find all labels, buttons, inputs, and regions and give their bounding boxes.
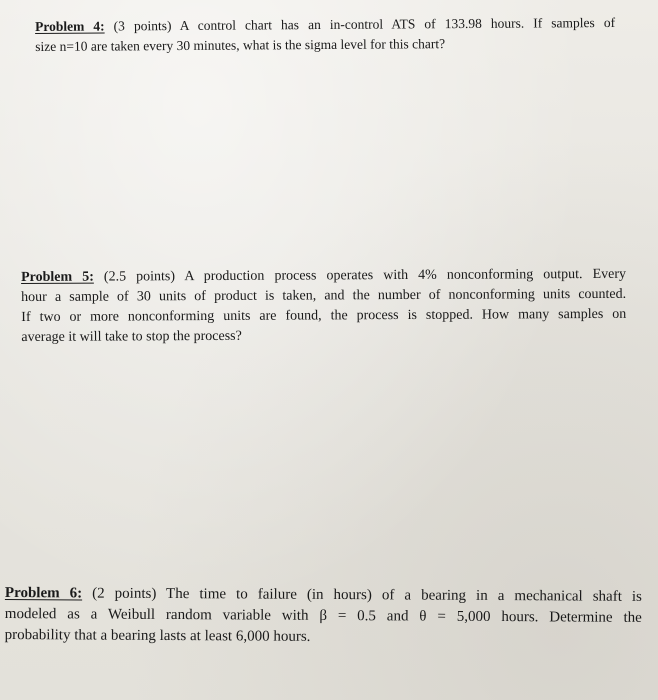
problem-5-line-4: average it will take to stop the process? xyxy=(21,328,242,345)
problem-4-label: Problem 4: xyxy=(35,18,105,34)
problem-6-text-1: (2 points) The time to failure (in hours) of a bearing in a mechanical shaft is xyxy=(82,585,642,605)
problem-6-line-3: probability that a bearing lasts at least 6,000 hours. xyxy=(4,626,311,645)
problem-6-label: Problem 6: xyxy=(4,584,83,602)
problem-5 xyxy=(21,265,626,348)
problem-4-line-2: size n=10 are taken every 30 minutes, what is the sigma level for this chart? xyxy=(35,36,446,54)
problem-5-label: Problem 5: xyxy=(21,269,94,285)
problem-4-line-1 xyxy=(35,13,615,37)
problem-6 xyxy=(5,583,642,650)
problem-4-text-1: (3 points) A control chart has an in-control ATS of 133.98 hours. If samples of xyxy=(104,14,616,34)
problem-5-text-1: (2.5 points) A production process operates with 4% nonconforming output. Every xyxy=(93,266,627,285)
problem-5-line-3: If two or more nonconforming units are found, the process is stopped. How many samples on xyxy=(21,306,627,325)
problem-5-line-2: hour a sample of 30 units of product is taken, and the number of nonconforming units counted. xyxy=(21,286,627,305)
problem-4 xyxy=(35,13,615,57)
problem-6-line-2: modeled as a Weibull random variable with β = 0.5 and θ = 5,000 hours. Determine the xyxy=(4,605,642,626)
